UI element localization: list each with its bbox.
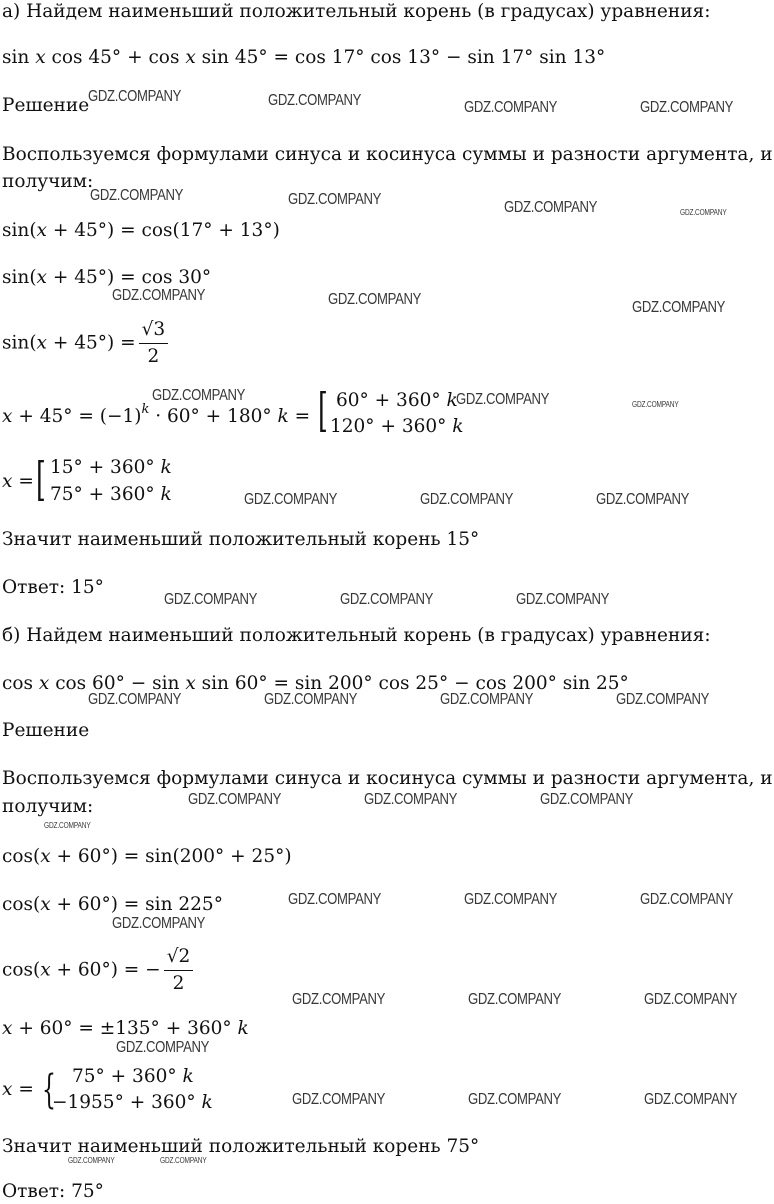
conclusion-a: Значит наименьший положительный корень 15° (2, 529, 480, 550)
watermark: GDZ.COMPANY (164, 591, 258, 608)
watermark: GDZ.COMPANY (88, 691, 182, 708)
step-b-3-lhs: cos(𝑥 + 60°) = − (2, 959, 161, 981)
step-a-5-lhs: 𝑥 = (2, 471, 34, 492)
equation-b: cos 𝑥 cos 60° − sin 𝑥 sin 60° = sin 200° cos 25° − cos 200° sin 25° (2, 673, 629, 694)
watermark: GDZ.COMPANY (68, 1156, 115, 1165)
step-a-5-case2: 75° + 360° 𝑘 (50, 484, 172, 505)
brace-b-5: { (42, 1067, 56, 1113)
watermark: GDZ.COMPANY (88, 88, 182, 105)
fraction-b-denominator: 2 (172, 973, 185, 994)
solution-label-a: Решение (2, 95, 90, 116)
equation-a: sin 𝑥 cos 45° + cos 𝑥 sin 45° = cos 17° cos 13° − sin 17° sin 13° (2, 47, 606, 68)
answer-a: Ответ: 15° (2, 577, 104, 598)
watermark: GDZ.COMPANY (44, 821, 91, 830)
fraction-a-numerator: √3 (139, 318, 169, 344)
answer-b: Ответ: 75° (2, 1181, 104, 1202)
watermark: GDZ.COMPANY (632, 299, 726, 316)
watermark: GDZ.COMPANY (328, 291, 422, 308)
watermark: GDZ.COMPANY (640, 99, 734, 116)
step-a-2: sin(𝑥 + 45°) = cos 30° (2, 267, 212, 288)
watermark: GDZ.COMPANY (90, 187, 184, 204)
watermark: GDZ.COMPANY (112, 915, 206, 932)
watermark: GDZ.COMPANY (292, 991, 386, 1008)
fraction-a (139, 318, 169, 369)
explanation-b-line1: Воспользуемся формулами синуса и косинуса суммы и разности аргумента, и (2, 768, 773, 789)
watermark: GDZ.COMPANY (616, 691, 710, 708)
step-a-4-case1: 60° + 360° 𝑘 (336, 390, 458, 411)
watermark: GDZ.COMPANY (504, 199, 598, 216)
task-b-text: б) Найдем наименьший положительный корень (в градусах) уравнения: (2, 625, 711, 646)
fraction-b (164, 945, 194, 996)
step-a-3 (2, 318, 171, 369)
watermark: GDZ.COMPANY (268, 92, 362, 109)
watermark: GDZ.COMPANY (292, 1091, 386, 1108)
watermark: GDZ.COMPANY (644, 991, 738, 1008)
watermark: GDZ.COMPANY (288, 891, 382, 908)
watermark: GDZ.COMPANY (112, 287, 206, 304)
bracket-a-5: [ (36, 452, 46, 506)
step-a-4-case2: 120° + 360° 𝑘 (330, 416, 464, 437)
watermark: GDZ.COMPANY (244, 491, 338, 508)
bracket-a-4: [ (318, 383, 328, 437)
step-b-5-case1: 75° + 360° 𝑘 (72, 1066, 194, 1087)
step-b-5-case2: −1955° + 360° 𝑘 (52, 1092, 213, 1113)
watermark: GDZ.COMPANY (188, 791, 282, 808)
watermark: GDZ.COMPANY (464, 891, 558, 908)
step-a-4-lhs: 𝑥 + 45° = (−1) (2, 406, 142, 428)
watermark: GDZ.COMPANY (468, 991, 562, 1008)
step-b-5-lhs: 𝑥 = (2, 1079, 34, 1100)
watermark: GDZ.COMPANY (264, 691, 358, 708)
step-a-3-lhs: sin(𝑥 + 45°) = (2, 332, 136, 354)
watermark: GDZ.COMPANY (420, 491, 514, 508)
task-a-text: а) Найдем наименьший положительный корень (в градусах) уравнения: (2, 1, 711, 22)
explanation-a-line2: получим: (2, 171, 94, 192)
solution-label-b: Решение (2, 720, 90, 741)
watermark: GDZ.COMPANY (456, 391, 550, 408)
step-a-1: sin(𝑥 + 45°) = cos(17° + 13°) (2, 220, 280, 241)
watermark: GDZ.COMPANY (516, 591, 610, 608)
step-a-4-exponent: 𝑘 (141, 402, 150, 417)
fraction-b-numerator: √2 (164, 945, 194, 971)
step-a-4-rhs: · 60° + 180° 𝑘 = (155, 406, 311, 428)
watermark: GDZ.COMPANY (440, 691, 534, 708)
watermark: GDZ.COMPANY (632, 400, 679, 409)
watermark: GDZ.COMPANY (364, 791, 458, 808)
step-b-2: cos(𝑥 + 60°) = sin 225° (2, 894, 223, 915)
step-a-5-case1: 15° + 360° 𝑘 (50, 457, 172, 478)
watermark: GDZ.COMPANY (152, 387, 246, 404)
watermark: GDZ.COMPANY (288, 191, 382, 208)
step-b-3 (2, 945, 196, 996)
fraction-a-denominator: 2 (147, 346, 160, 367)
explanation-b-line2: получим: (2, 796, 94, 817)
watermark: GDZ.COMPANY (468, 1091, 562, 1108)
step-b-1: cos(𝑥 + 60°) = sin(200° + 25°) (2, 846, 292, 867)
watermark: GDZ.COMPANY (464, 99, 558, 116)
watermark: GDZ.COMPANY (116, 1039, 210, 1056)
watermark: GDZ.COMPANY (644, 1091, 738, 1108)
watermark: GDZ.COMPANY (680, 208, 727, 217)
conclusion-b: Значит наименьший положительный корень 75° (2, 1136, 480, 1157)
step-b-4: 𝑥 + 60° = ±135° + 360° 𝑘 (2, 1018, 249, 1039)
watermark: GDZ.COMPANY (596, 491, 690, 508)
explanation-a-line1: Воспользуемся формулами синуса и косинуса суммы и разности аргумента, и (2, 144, 773, 165)
watermark: GDZ.COMPANY (160, 1156, 207, 1165)
watermark: GDZ.COMPANY (640, 891, 734, 908)
watermark: GDZ.COMPANY (540, 791, 634, 808)
watermark: GDZ.COMPANY (340, 591, 434, 608)
